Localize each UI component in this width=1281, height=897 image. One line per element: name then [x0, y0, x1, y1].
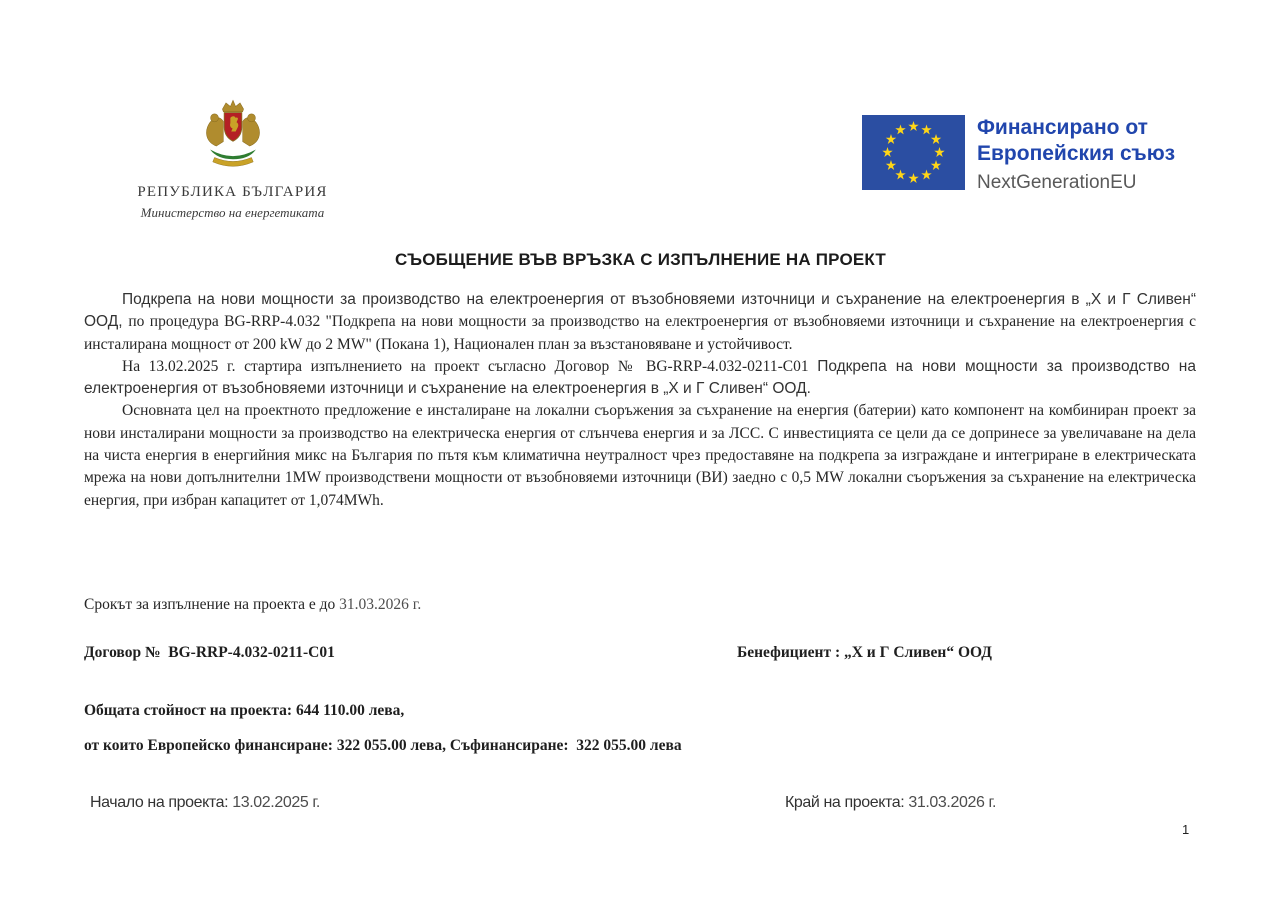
- beneficiary: Бенефициент : „Х и Г Сливен“ ООД: [737, 644, 992, 661]
- paragraph-project-name: Подкрепа на нови мощности за производство на електроенергия от възобновяеми източници и съхранение на електроенергия в „Х и Г Сливен“ ООД, по процедура BG-RRP-4.032 "Подкрепа на нови мощности за производство на електроенергия от възобновяеми източници и съхранение на електроенергия с инсталирана мощност от 200 kW до 2 MW" (Покана 1), Национален план за възстановяване и устойчивост.: [84, 291, 1196, 353]
- bulgaria-ministry-logo: [110, 98, 355, 221]
- eu-funding-logo: [862, 115, 1175, 194]
- project-end-date: Край на проекта: 31.03.2026 г.: [785, 794, 997, 811]
- eu-flag-icon: [862, 115, 965, 190]
- project-total-value: Общата стойност на проекта: 644 110.00 лева,: [84, 702, 405, 719]
- bulgaria-logo-subtitle: Министерство на енергетиката: [140, 205, 325, 220]
- document-title: СЪОБЩЕНИЕ ВЪВ ВРЪЗКА С ИЗПЪЛНЕНИЕ НА ПРОЕКТ: [394, 250, 887, 269]
- bulgaria-coat-of-arms-icon: [189, 98, 277, 180]
- project-start-date: Начало на проекта: 13.02.2025 г.: [90, 794, 320, 811]
- nextgeneration-eu-label: NextGenerationEU: [977, 171, 1137, 193]
- paragraph-project-goal: Основната цел на проектното предложение е инсталиране на локални съоръжения за съхранение на енергия (батерии) като компонент на комбиниран проект за нови инсталирани мощности за производство на електрическа енергия от слънчева енергия и за ЛСС. С инвестицията се цели да се допринесе за увеличаване на дела на чиста енергия в енергийния микс на България по пътя към климатична неутралност чрез предоставяне на подкрепа за изграждане и интегриране в електрическата мрежа на нови допълнителни 1MW производствени мощности от възобновяеми източници (ВИ) заедно с 0,5 MW локални съоръжения за съхранение на електрическа енергия, при избран капацитет от 1,074MWh.: [84, 402, 1196, 509]
- page-number: 1: [1182, 822, 1190, 837]
- bulgaria-logo-title: РЕПУБЛИКА БЪЛГАРИЯ: [137, 184, 328, 200]
- eu-funded-by-line2: Европейския съюз: [977, 142, 1176, 166]
- eu-logo-text: [977, 115, 1175, 194]
- eu-funded-by-line1: Финансирано от: [977, 116, 1148, 139]
- contract-number: Договор № BG-RRP-4.032-0211-C01: [84, 644, 335, 661]
- deadline-line: Срокът за изпълнение на проекта е до 31.03.2026 г.: [84, 596, 422, 613]
- paragraph-contract-start: На 13.02.2025 г. стартира изпълнението на проект съгласно Договор № BG-RRP-4.032-0211-C01 Подкрепа на нови мощности за производство на електроенергия от възобновяеми източници и съхранение на електроенергия в „Х и Г Сливен“ ООД.: [84, 357, 1196, 398]
- document-body: [84, 289, 1196, 512]
- financing-breakdown: от които Европейско финансиране: 322 055.00 лева, Съфинансиране: 322 055.00 лева: [84, 737, 682, 754]
